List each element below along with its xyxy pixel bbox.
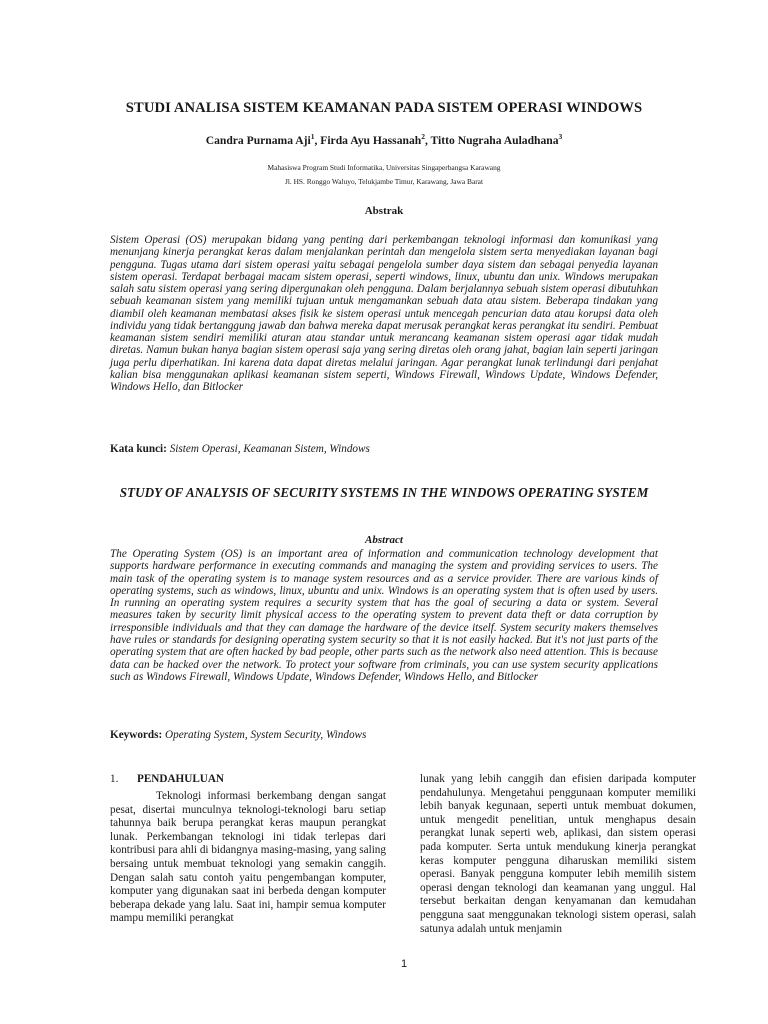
english-abstract-text: The Operating System (OS) is an important area of information and communication technology development that supports hardware performance in executing commands and managing the system and providing services to users. The main task of the operating system is to manage system resources and as a service provider. There are various kinds of operating systems, such as windows, linux, ubuntu and unix. Windows is an operating system that is often used by users. In running an operating system requires a security system that has the goal of securing a data or system. Several measures taken by security limit physical access to the operating system to prevent data theft or data corruption by irresponsible individuals and that they can damage the hardware of the device itself. System security makers themselves have rules or standards for designing operating system security so that it is not easily hacked. But it's not just parts of the operating system that are often hacked by bad people, other parts such as the network also need attention. This is because data can be hacked over the network. To protect your software from criminals, you can use system security applications such as Windows Firewall, Windows Update, Windows Defender, Windows Hello, and Bitlocker (110, 548, 658, 683)
page-number: 1 (400, 958, 408, 970)
author-list: Candra Purnama Aji$^1$, Firda Ayu Hassanah$^2$, Titto Nugraha Auladhana$^3$ (205, 132, 563, 147)
body-text-right: lunak yang lebih canggih dan efisien daripada komputer pendahulunya. Mengetahui penggunaan komputer memiliki lebih banyak kegunaan, seperti untuk membuat dokumen, untuk mengedit penelitian, untuk menghapus desain perangkat lunak seperti web, aplikasi, dan sistem operasi pada komputer. Serta untuk mendukung kinerja perangkat keras komputer pengguna diharuskan memiliki sistem operasi. Banyak pengguna komputer lebih memilih sistem operasi dengan teknologi dan keamanan yang unggul. Hal tersebut berkaitan dengan kenyamanan dan kemudahan pengguna saat menggunakan teknologi sistem operasi, salah satunya adalah untuk menjamin (420, 773, 696, 935)
abstract-heading: Abstrak (364, 205, 404, 217)
body-text-left: Teknologi informasi berkembang dengan sangat pesat, disertai munculnya teknologi-teknologi baru setiap tahunnya baik berupa perangkat keras maupun perangkat lunak. Perkembangan teknologi ini tidak terlepas dari kontribusi para ahli di bidangnya masing-masing, yang saling bersaing untuk membuat teknologi yang semakin canggih. Dengan salah satu contoh yaitu pengembangan komputer, komputer yang digunakan saat ini berbeda dengan komputer beberapa dekade yang lalu. Saat ini, hampir semua komputer mampu memiliki perangkat (110, 790, 386, 925)
section-heading (110, 773, 386, 785)
author-affil-mark: 2 (421, 132, 425, 141)
english-keywords-line: Keywords: Operating System, System Security, Windows (110, 729, 367, 741)
english-abstract-heading: Abstract (365, 534, 403, 546)
keywords-label: Kata kunci (110, 443, 164, 455)
keywords-line: Kata kunci: Sistem Operasi, Keamanan Sistem, Windows (110, 443, 370, 455)
keywords-value: Sistem Operasi, Keamanan Sistem, Windows (169, 443, 370, 455)
author-name: Titto Nugraha Auladhana (430, 134, 559, 147)
affiliation-line: Mahasiswa Program Studi Informatika, Universitas Singaperbangsa Karawang (267, 163, 501, 172)
body-column-right (420, 773, 696, 936)
english-keywords-label: Keywords (110, 729, 159, 741)
section-title: PENDAHULUAN (137, 773, 225, 785)
author-affil-mark: 1 (310, 132, 315, 141)
body-column-left (110, 790, 386, 926)
section-number: 1. (110, 773, 119, 785)
author-affil-mark: 3 (558, 132, 563, 141)
author-name: Firda Ayu Hassanah (320, 134, 422, 147)
author-name: Candra Purnama Aji (205, 134, 311, 147)
abstract-text: Sistem Operasi (OS) merupakan bidang yang penting dari perkembangan teknologi informasi dan komunikasi yang menunjang kinerja perangkat keras dalam menjalankan perintah dan mengelola sistem serta menyediakan layanan bagi pengguna. Tugas utama dari sistem operasi yaitu sebagai pengelola sumber daya sistem dan sebagai penyedia layanan sistem operasi. Terdapat berbagai macam sistem operasi, seperti windows, linux, ubuntu dan unix. Windows merupakan salah satu sistem operasi yang sering dipergunakan oleh pengguna. Dalam berjalannya sebuah sistem operasi dibutuhkan sebuah keamanan sistem yang memiliki tujuan untuk mengamankan sebuah data atau sistem. Beberapa tindakan yang diambil oleh keamanan membatasi akses fisik ke sistem operasi untuk mencegah pencurian data atau korupsi data oleh individu yang tidak bertanggung jawab dan bahwa mereka dapat merusak perangkat keras perangkat itu sendiri. Pembuat keamanan sistem sendiri memiliki aturan atau standar untuk merancang keamanan sistem operasi agar tidak mudah diretas. Namun bukan hanya bagian sistem operasi saja yang sering diretas oleh orang jahat, bagian lain seperti jaringan juga perlu diperhatikan. Ini karena data dapat diretas melalui jaringan. Agar perangkat lunak terlindungi dari penjahat kalian bisa menggunakan aplikasi keamanan sistem seperti, Windows Firewall, Windows Update, Windows Defender, Windows Hello, dan Bitlocker (110, 234, 658, 393)
english-keywords-value: Operating System, System Security, Windows (165, 729, 367, 741)
address-line: Jl. HS. Ronggo Waluyo, Telukjambe Timur, Karawang, Jawa Barat (284, 177, 484, 186)
english-title: STUDY OF ANALYSIS OF SECURITY SYSTEMS IN THE WINDOWS OPERATING SYSTEM (119, 485, 649, 500)
paper-title: STUDI ANALISA SISTEM KEAMANAN PADA SISTEM OPERASI WINDOWS (125, 100, 643, 116)
